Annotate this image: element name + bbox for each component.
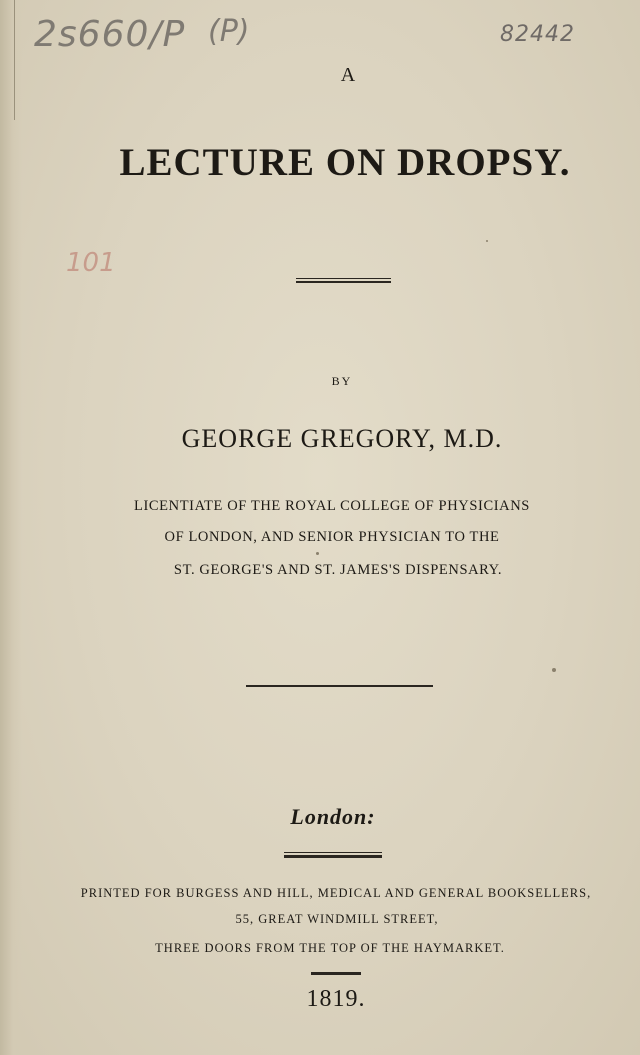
- imprint-line-1: PRINTED FOR BURGESS AND HILL, MEDICAL AND GENERAL BOOKSELLERS,: [80, 886, 592, 900]
- title-article: A: [340, 64, 356, 86]
- imprint-line-2: 55, GREAT WINDMILL STREET,: [235, 912, 439, 926]
- section-rule: [246, 685, 433, 687]
- year-rule: [311, 972, 361, 975]
- paper-speck: [486, 240, 488, 242]
- place-rule-thin: [284, 852, 382, 853]
- author-name: GEORGE GREGORY, M.D.: [181, 424, 503, 453]
- publication-year: 1819.: [306, 986, 366, 1012]
- byline-by: BY: [331, 374, 353, 388]
- handwritten-paren-mark: (P): [208, 14, 250, 49]
- imprint-place: London:: [290, 804, 376, 829]
- handwritten-number: 82442: [500, 22, 575, 47]
- place-rule-thick: [284, 855, 382, 858]
- paper-speck: [316, 552, 319, 555]
- imprint-line-3: THREE DOORS FROM THE TOP OF THE HAYMARKET.: [155, 941, 505, 955]
- handwritten-shelfmark: 2s660/P: [34, 14, 186, 55]
- credential-line-1: LICENTIATE OF THE ROYAL COLLEGE OF PHYSICIANS: [134, 498, 530, 514]
- binding-line: [14, 0, 15, 120]
- book-title: LECTURE ON DROPSY.: [119, 141, 571, 184]
- credential-line-3: ST. GEORGE'S AND ST. JAMES'S DISPENSARY.: [173, 562, 503, 578]
- paper-speck: [552, 668, 556, 672]
- title-rule-thin: [296, 278, 391, 279]
- title-rule-thick: [296, 281, 391, 283]
- credential-line-2: OF LONDON, AND SENIOR PHYSICIAN TO THE: [164, 529, 500, 545]
- red-pencil-note: 101: [66, 248, 116, 278]
